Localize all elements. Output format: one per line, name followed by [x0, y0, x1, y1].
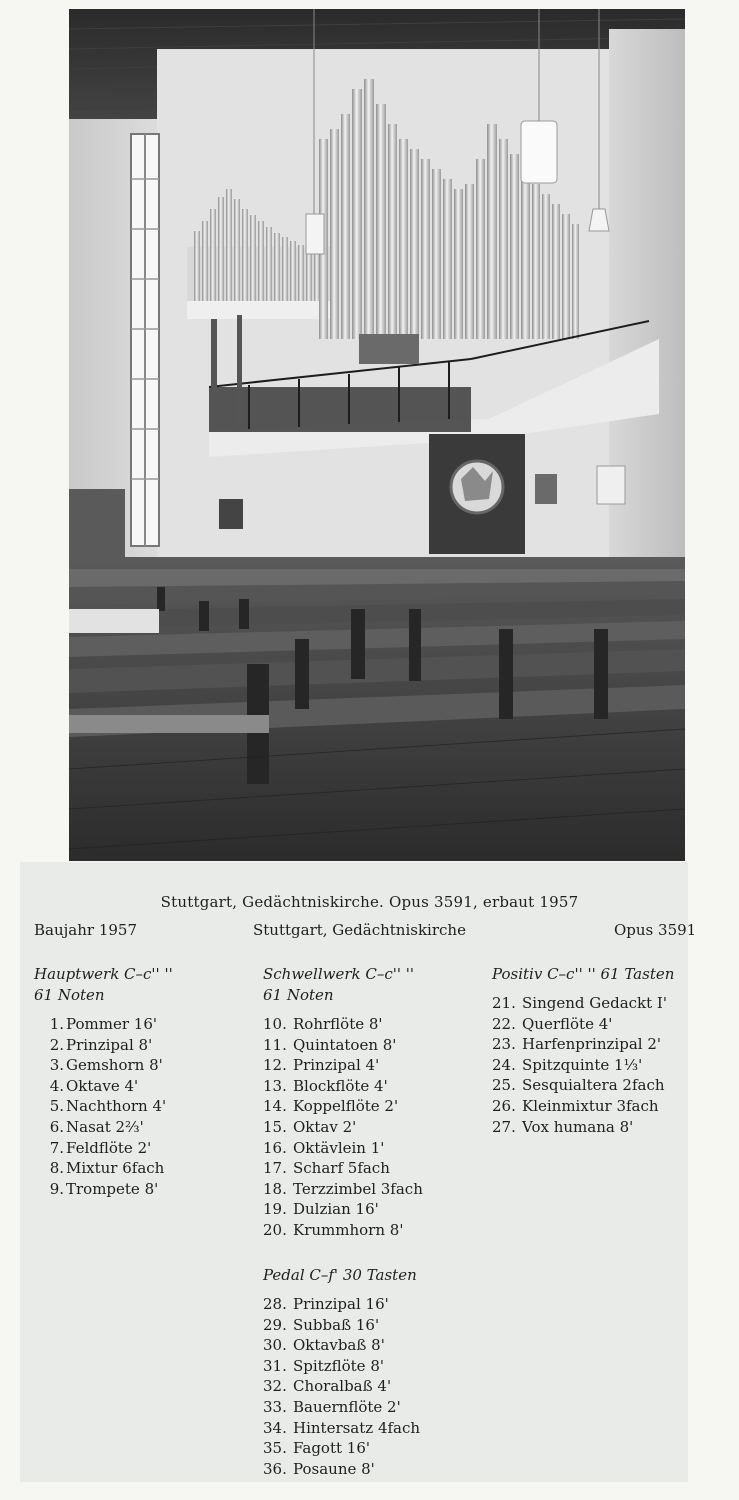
stop-name: Pommer 16': [66, 1015, 157, 1033]
stop-number: 18.: [263, 1179, 287, 1198]
organ-stop: [492, 993, 674, 1014]
stop-number: 25.: [492, 1076, 516, 1095]
organ-stop: [263, 1076, 423, 1097]
chancel-window: [429, 434, 525, 554]
organ-stop: [263, 1096, 423, 1117]
division-title: Hauptwerk C–c'' '': [34, 965, 173, 983]
stop-name: Krummhorn 8': [293, 1220, 404, 1239]
organ-stop: [34, 1117, 173, 1138]
stop-number: 33.: [263, 1397, 287, 1416]
stop-number: 1.: [49, 1015, 64, 1033]
stop-number: 19.: [263, 1200, 287, 1219]
stop-number: 17.: [263, 1159, 287, 1178]
wall-panel: [597, 466, 625, 504]
stop-name: Nasat 2⅔': [66, 1117, 144, 1136]
stop-number: 9.: [49, 1179, 64, 1198]
stop-number: 31.: [263, 1356, 287, 1375]
organ-gallery-photo: [69, 9, 685, 861]
stop-name: Vox humana 8': [522, 1117, 634, 1136]
division-subtitle: 61 Noten: [263, 986, 334, 1004]
stop-number: 34.: [263, 1418, 287, 1437]
stop-number: 2.: [49, 1035, 64, 1054]
stop-number: 12.: [263, 1056, 287, 1075]
stop-number: 29.: [263, 1315, 287, 1334]
stop-name: Oktav 2': [293, 1117, 357, 1136]
organ-stop: [263, 1418, 420, 1439]
stop-number: 16.: [263, 1138, 287, 1157]
stop-name: Kleinmixtur 3fach: [522, 1096, 659, 1115]
stop-number: 36.: [263, 1459, 287, 1478]
stop-number: 30.: [263, 1336, 287, 1355]
organ-stop: [263, 1199, 423, 1220]
stop-name: Scharf 5fach: [293, 1159, 390, 1178]
stop-name: Mixtur 6fach: [66, 1159, 165, 1178]
stop-number: 27.: [492, 1117, 516, 1136]
organ-stop: [34, 1055, 173, 1076]
division-subtitle: 61 Noten: [34, 986, 105, 1004]
organ-stop: [263, 1335, 420, 1356]
stop-number: 28.: [263, 1295, 287, 1313]
stop-name: Prinzipal 16': [293, 1295, 389, 1313]
organ-stop: [263, 1315, 420, 1336]
organ-stop: [34, 1035, 173, 1056]
church-name: Stuttgart, Gedächtniskirche: [253, 921, 466, 939]
organ-stop: [492, 1014, 674, 1035]
organ-stop: [263, 1294, 420, 1315]
stop-name: Prinzipal 4': [293, 1056, 380, 1075]
stop-name: Hintersatz 4fach: [293, 1418, 421, 1437]
division-title: Schwellwerk C–c'' '': [263, 965, 415, 983]
stop-number: 5.: [49, 1097, 64, 1116]
division-title: Pedal C–f' 30 Tasten: [263, 1266, 417, 1284]
stop-name: Sesquialtera 2fach: [522, 1076, 665, 1095]
organ-stop: [263, 1459, 420, 1480]
stop-name: Harfenprinzipal 2': [522, 1035, 661, 1054]
stop-number: 4.: [49, 1076, 64, 1095]
organ-stop: [263, 1055, 423, 1076]
hauptwerk-division: [34, 964, 173, 1199]
stop-name: Blockflöte 4': [293, 1076, 388, 1095]
organ-stop: [263, 1014, 423, 1035]
wall-cross-plaque: [219, 499, 243, 529]
stop-name: Subbaß 16': [293, 1315, 380, 1334]
year-built: Baujahr 1957: [34, 921, 137, 939]
stop-name: Quintatoen 8': [293, 1035, 397, 1054]
organ-stop: [263, 1376, 420, 1397]
organ-stop: [263, 1356, 420, 1377]
positiv-division: [492, 964, 674, 1137]
stop-number: 3.: [49, 1056, 64, 1075]
schwellwerk-division: [263, 964, 423, 1241]
stop-number: 8.: [49, 1159, 64, 1178]
stop-name: Fagott 16': [293, 1439, 370, 1458]
stop-number: 15.: [263, 1117, 287, 1136]
organ-stop: [263, 1138, 423, 1159]
stop-name: Prinzipal 8': [66, 1035, 153, 1054]
pedal-division: [263, 1265, 420, 1479]
stop-name: Querflöte 4': [522, 1014, 613, 1033]
organ-stop: [492, 1034, 674, 1055]
organ-stop: [263, 1397, 420, 1418]
stop-number: 6.: [49, 1117, 64, 1136]
stop-name: Rohrflöte 8': [293, 1015, 383, 1033]
organ-stop: [34, 1014, 173, 1035]
left-window: [131, 134, 159, 546]
stop-name: Oktave 4': [66, 1076, 139, 1095]
organ-stop: [34, 1076, 173, 1097]
stop-number: 7.: [49, 1138, 64, 1157]
organ-stop: [34, 1158, 173, 1179]
organ-stop: [263, 1117, 423, 1138]
stop-number: 35.: [263, 1439, 287, 1458]
stop-name: Spitzquinte 1⅓': [522, 1055, 643, 1074]
stop-name: Choralbaß 4': [293, 1377, 392, 1396]
organ-stop: [263, 1035, 423, 1056]
stop-name: Posaune 8': [293, 1459, 375, 1478]
organ-stop: [263, 1438, 420, 1459]
stop-number: 20.: [263, 1220, 287, 1239]
stop-number: 21.: [492, 994, 516, 1012]
stop-number: 32.: [263, 1377, 287, 1396]
organ-stop: [263, 1220, 423, 1241]
stop-number: 22.: [492, 1014, 516, 1033]
stop-name: Bauernflöte 2': [293, 1397, 401, 1416]
organ-stop: [492, 1075, 674, 1096]
stop-number: 23.: [492, 1035, 516, 1054]
stop-name: Oktävlein 1': [293, 1138, 385, 1157]
organ-stop: [492, 1096, 674, 1117]
organ-stop: [263, 1158, 423, 1179]
wall-plaque: [535, 474, 557, 504]
stop-name: Dulzian 16': [293, 1200, 379, 1219]
photo-caption: Stuttgart, Gedächtniskirche. Opus 3591, erbaut 1957: [160, 893, 579, 911]
organ-stop: [34, 1096, 173, 1117]
organ-stop: [492, 1117, 674, 1138]
stop-name: Nachthorn 4': [66, 1097, 167, 1116]
stop-name: Singend Gedackt I': [522, 994, 667, 1012]
stop-name: Trompete 8': [66, 1179, 159, 1198]
stop-name: Gemshorn 8': [66, 1056, 163, 1075]
stop-name: Feldflöte 2': [66, 1138, 152, 1157]
division-title: Positiv C–c'' '' 61 Tasten: [492, 965, 675, 983]
organ-stop: [34, 1138, 173, 1159]
stop-number: 26.: [492, 1096, 516, 1115]
stop-number: 13.: [263, 1076, 287, 1095]
organ-stop: [492, 1055, 674, 1076]
stop-number: 11.: [263, 1035, 287, 1054]
opus-number: Opus 3591: [614, 921, 697, 939]
stop-number: 24.: [492, 1055, 516, 1074]
stop-name: Oktavbaß 8': [293, 1336, 385, 1355]
stop-name: Koppelflöte 2': [293, 1097, 399, 1116]
organ-stop: [34, 1179, 173, 1200]
stop-number: 14.: [263, 1097, 287, 1116]
stop-name: Terzzimbel 3fach: [293, 1179, 423, 1198]
organ-stop: [263, 1179, 423, 1200]
stop-number: 10.: [263, 1015, 287, 1033]
stop-name: Spitzflöte 8': [293, 1356, 384, 1375]
